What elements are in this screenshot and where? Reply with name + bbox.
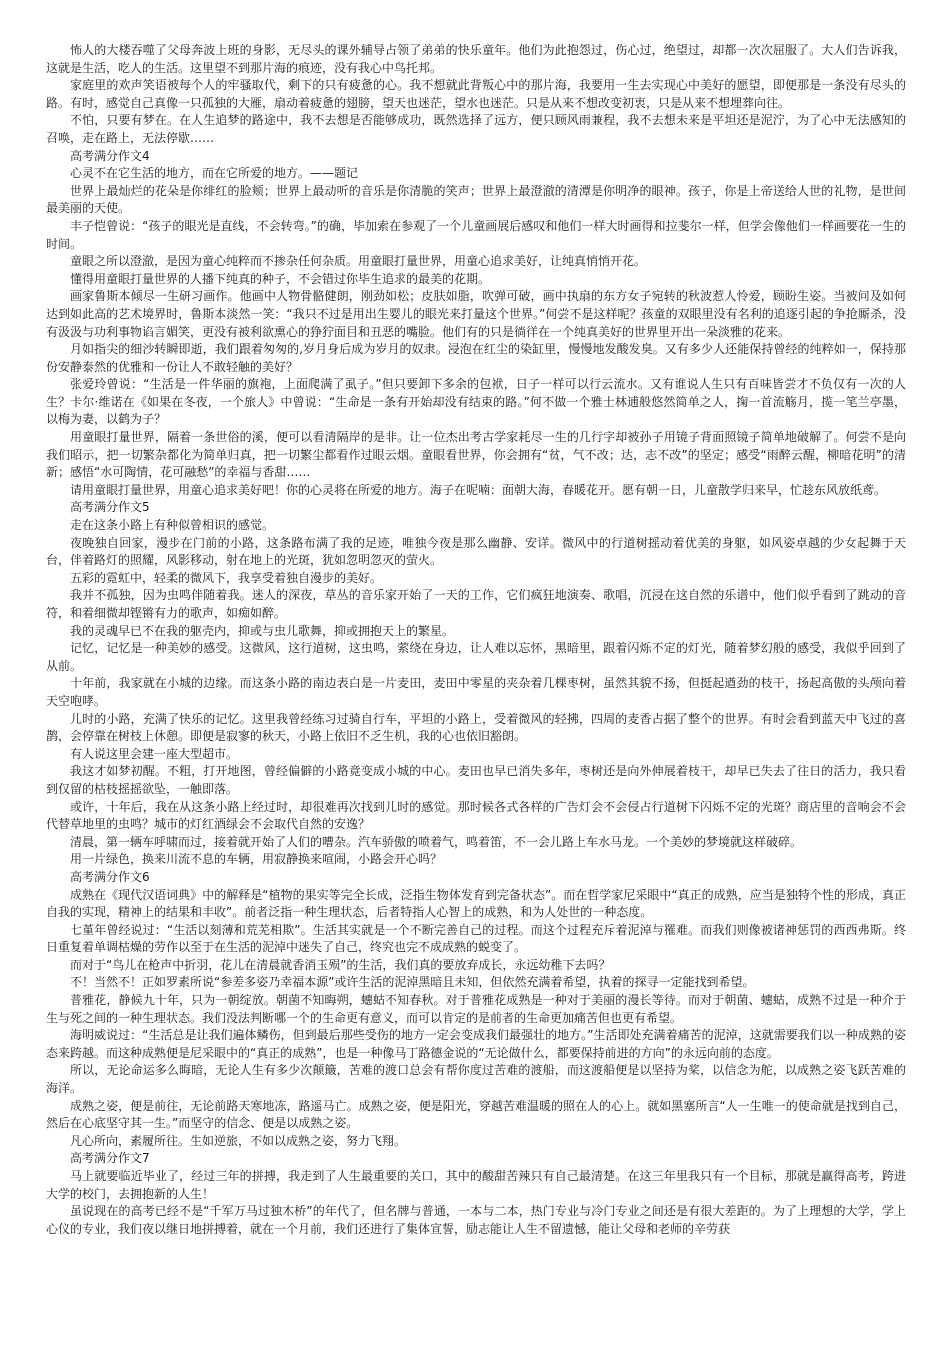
paragraph: 张爱玲曾说：“生活是一件华丽的旗袍，上面爬满了虱子。”但只要卸下多余的包袱，日子一样可以行云流水。又有谁说人生只有百味皆尝才不负仅有一次的人生？卡尔·维诺在《如果在冬夜，一个旅人》中曾说：“生命是一条有开始却没有结束的路。”何不做一个雅士林逋般悠然简单之人，掬一首流觞月，揽一笔兰亭墨，以梅为妻，以鹤为子？ — [46, 377, 906, 427]
paragraph: 所以，无论命运多么晦暗，无论人生有多少次颠簸，苦难的渡口总会有帮你度过苦难的渡船，而这渡船便是以坚持为桨，以信念为舵，以成熟之姿飞跃苦难的海洋。 — [46, 1063, 906, 1096]
paragraph: 用一片绿色，换来川流不息的车辆，用寂静换来喧闹，小路会开心吗？ — [70, 852, 443, 867]
paragraph: 用童眼打量世界，隔着一条世俗的溪，便可以看清隔岸的是非。让一位杰出考古学家耗尽一生的几行字却被孙子用镜子背面照镜子简单地破解了。何尝不是向我们昭示，把一切繁杂都化为简单归真，把一切繁尘都看作过眼云烟。童眼看世界，你会拥有“贫，气不改；达，志不改”的坚定；感受“雨醉云醒，柳暗花明”的清新；感悟“水可陶情，花可融愁”的幸福与香甜…… — [46, 430, 906, 480]
paragraph: 我这才如梦初醒。不粗，打开地图，曾经偏僻的小路竟变成小城的中心。麦田也早已消失多年，枣树还是向外伸展着枝干，却早已失去了往日的活力，我只看到仅留的枯枝摇摇欲坠，一触即落。 — [46, 764, 906, 796]
paragraph: 马上就要临近毕业了，经过三年的拼搏，我走到了人生最重要的关口，其中的酸甜苦辣只有自己最清楚。在这三年里我只有一个目标，那就是赢得高考，跨进大学的校门，去拥抱新的人生！ — [46, 1169, 906, 1201]
paragraph: 童眼之所以澄澈，是因为童心纯粹而不掺杂任何杂质。用童眼打量世界，用童心追求美好，让纯真悄悄开花。 — [70, 254, 647, 269]
paragraph: 普雅花，静候九十年，只为一朝绽放。朝菌不知晦朔，蟪蛄不知春秋。对于普雅花成熟是一种对于美丽的漫长等待。而对于朝菌、蟪蛄，成熟不过是一种介于生与死之间的一种生理状态。我们没法判断哪一个的生命更有意义，而可以肯定的是前者的生命更加痛苦但也更有希望。 — [46, 993, 906, 1025]
paragraph: 儿时的小路，充满了快乐的记忆。这里我曾经练习过骑自行车，平坦的小路上，受着微风的轻拂，四周的麦香占据了整个的世界。有时会看到蓝天中飞过的喜鹊，会停靠在树枝上休憩。即便是寂寥的秋天，小路上依旧不乏生机，我的心也依旧豁朗。 — [46, 711, 906, 744]
paragraph: 画家鲁斯本倾尽一生研习画作。他画中人物骨骼健朗，刚劲如松；皮肤如脂，吹弹可破，画中执扇的东方女子宛转的秋波惹人怜爱，顾盼生姿。当被问及如何达到如此高的艺术境界时，鲁斯本淡然一笑：“我只不过是用出生婴儿的眼光来打量这个世界。”何尝不是这样呢？孩童的双眼里没有名利的追逐引起的争抢厮杀，没有汲汲与功利事物谄言媚笑，更没有被利欲熏心的狰狞面目和丑恶的嘴脸。他们有的只是徜徉在一个纯真美好的世界里开出一朵淡雅的花来。 — [46, 289, 906, 339]
essay-heading: 高考满分作文5 — [70, 500, 150, 515]
essay-heading: 高考满分作文6 — [70, 869, 150, 884]
paragraph: 成熟之姿，便是前往，无论前路天寒地冻，路遥马亡。成熟之姿，便是阳光，穿越苦难温暖的照在人的心上。就如黑塞所言“人一生唯一的使命就是找到自己，然后在心底坚守其一生。”而坚守的信念、便是以成熟之姿。 — [46, 1098, 906, 1131]
paragraph: 不！当然不！正如罗素所说“参差多姿乃幸福本源”或许生活的泥淖黑暗且未知，但依然充满着希望，执着的探寻一定能找到希望。 — [70, 975, 755, 990]
paragraph: 懂得用童眼打量世界的人播下纯真的种子，不会错过你毕生追求的最美的花期。 — [70, 271, 491, 286]
paragraph: 有人说这里会建一座大型超市。 — [70, 746, 239, 761]
paragraph: 成熟在《现代汉语词典》中的解释是“植物的果实等完全长成，泛指生物体发育到完备状态”。而在哲学家尼采眼中“真正的成熟，应当是独特个性的形成，真正自我的实现，精神上的结果和丰收”。前者泛指一种生理状态，后者特指人心智上的成熟，和为人处世的一种态度。 — [46, 887, 906, 920]
paragraph: 请用童眼打量世界，用童心追求美好吧！你的心灵将在所爱的地方。海子在呢喃：面朝大海，春暖花开。愿有朝一日，儿童散学归来早，忙趁东风放纸鸢。 — [70, 482, 887, 497]
paragraph: 我的灵魂早已不在我的躯壳内，抑或与虫儿歌舞，抑或拥抱天上的繁星。 — [70, 623, 455, 638]
paragraph: 心灵不在它生活的地方，而在它所爱的地方。——题记 — [70, 166, 359, 181]
paragraph: 世界上最灿烂的花朵是你绯红的脸颊；世界上最动听的音乐是你清脆的笑声；世界上最澄澈的清潭是你明净的眼神。孩子，你是上帝送给人世的礼物，是世间最美丽的天使。 — [46, 183, 906, 216]
paragraph: 或许，十年后，我在从这条小路上经过时，却很难再次找到儿时的感觉。那时候各式各样的广告灯会不会侵占行道树下闪烁不定的光斑？商店里的音响会不会代替草地里的虫鸣？城市的灯红酒绿会不会取代自然的安逸？ — [46, 799, 906, 832]
paragraph: 凡心所向，素履所往。生如逆旅，不如以成熟之姿，努力飞翔。 — [70, 1133, 407, 1148]
paragraph: 而对于“鸟儿在枪声中折羽，花儿在清晨就香消玉殒”的生活，我们真的要放弃成长，永远幼稚下去吗？ — [70, 957, 611, 972]
paragraph: 夜晚独自回家，漫步在门前的小路，这条路布满了我的足迹，唯独今夜是那么幽静、安详。微风中的行道树摇动着优美的身躯，如风姿卓越的少女起舞于天台，伴着路灯的照耀，风影移动，射在地上的光斑，犹如忽明忽灭的萤火。 — [46, 535, 906, 568]
essay-heading: 高考满分作文7 — [70, 1151, 150, 1166]
paragraph: 记忆，记忆是一种美妙的感受。这微风，这行道树，这虫鸣，萦绕在身边，让人难以忘怀，黑暗里，跟着闪烁不定的灯光，随着梦幻般的感受，我似乎回到了从前。 — [46, 641, 906, 673]
paragraph: 走在这条小路上有种似曾相识的感觉。 — [70, 518, 275, 533]
paragraph: 家庭里的欢声笑语被每个人的牢骚取代，剩下的只有疲惫的心。我不想就此背叛心中的那片海，我要用一生去实现心中美好的愿望，即便那是一条没有尽头的路。有时，感觉自己真像一只孤独的大雁，扇动着疲惫的翅膀，望天也迷茫，望水也迷茫。只是从来不想改变初衷，只是从来不想埋葬向往。 — [46, 78, 906, 110]
paragraph: 海明威说过：“生活总是让我们遍体鳞伤，但到最后那些受伤的地方一定会变成我们最强壮的地方。”生活即处充满着痛苦的泥淖，这就需要我们以一种成熟的姿态来跨越。而这种成熟便是尼采眼中的“真正的成熟”，也是一种像马丁路德金说的“无论做什么，都要保持前进的方向”的永远向前的态度。 — [46, 1028, 906, 1060]
paragraph: 我并不孤独，因为虫鸣伴随着我。迷人的深夜，草丛的音乐家开始了一天的工作，它们疯狂地演奏、歌唱，沉浸在这自然的乐谱中，他们似乎看到了跳动的音符，和着细微却铿锵有力的歌声，如痴如醉。 — [46, 588, 906, 620]
paragraph: 怖人的大楼吞噬了父母奔波上班的身影，无尽头的课外辅导占领了弟弟的快乐童年。他们为此抱怨过，伤心过，绝望过，却都一次次屈服了。大人们告诉我，这就是生活，吃人的生活。这里望不到那片海的痕迹，没有我心中鸟托邦。 — [46, 43, 906, 75]
document-body — [46, 42, 906, 1238]
paragraph: 七堇年曾经说过：“生活以刻薄和荒芜相欺”。生活其实就是一个不断完善自己的过程。而这个过程充斥着泥淖与罹难。而我们则像被诸神惩罚的西西弗斯。终日重复着单调枯燥的劳作以至于在生活的泥淖中迷失了自己，终究也完不成成熟的蜕变了。 — [46, 922, 906, 955]
paragraph: 十年前，我家就在小城的边缘。而这条小路的南边表白是一片麦田，麦田中零星的夹杂着几棵枣树，虽然其貌不扬，但挺起遒劲的枝干，扬起高傲的头颅向着天空咆哮。 — [46, 676, 906, 708]
essay-heading: 高考满分作文4 — [70, 148, 150, 163]
paragraph: 月如指尖的细沙转瞬即逝，我们跟着匆匆的,岁月身后成为岁月的奴隶。浸泡在红尘的染缸里，慢慢地发酸发臭。又有多少人还能保持曾经的纯粹如一，保持那份安静泰然的优雅和一份让人不敢轻触的美好？ — [46, 342, 906, 374]
paragraph: 丰子恺曾说：“孩子的眼光是直线，不会转弯。”的确，毕加索在参观了一个儿童画展后感叹和他们一样大时画得和拉斐尔一样，但学会像他们一样画要花一生的时间。 — [46, 218, 906, 251]
paragraph: 不怕，只要有梦在。在人生追梦的路途中，我不去想是否能够成功，既然选择了远方，便只顾风雨兼程，我不去想未来是平坦还是泥泞，为了心中无法感知的召唤，走在路上，无法停歇…… — [46, 113, 906, 145]
paragraph: 虽说现在的高考已经不是“千军万马过独木桥”的年代了，但名牌与普通，一本与二本，热门专业与冷门专业之间还是有很大差距的。为了上理想的大学，学上心仪的专业，我们夜以继日地拼搏着，就在一个月前，我们还进行了集体宣誓，励志能让人生不留遗憾，能让父母和老师的辛劳获 — [46, 1204, 906, 1236]
paragraph: 清晨，第一辆车呼啸而过，接着就开始了人们的嘈杂。汽车骄傲的喷着气，鸣着笛，不一会儿路上车水马龙。一个美妙的梦境就这样破碎。 — [70, 834, 803, 849]
paragraph: 五彩的霓虹中，轻柔的微风下，我享受着独自漫步的美好。 — [70, 570, 383, 585]
